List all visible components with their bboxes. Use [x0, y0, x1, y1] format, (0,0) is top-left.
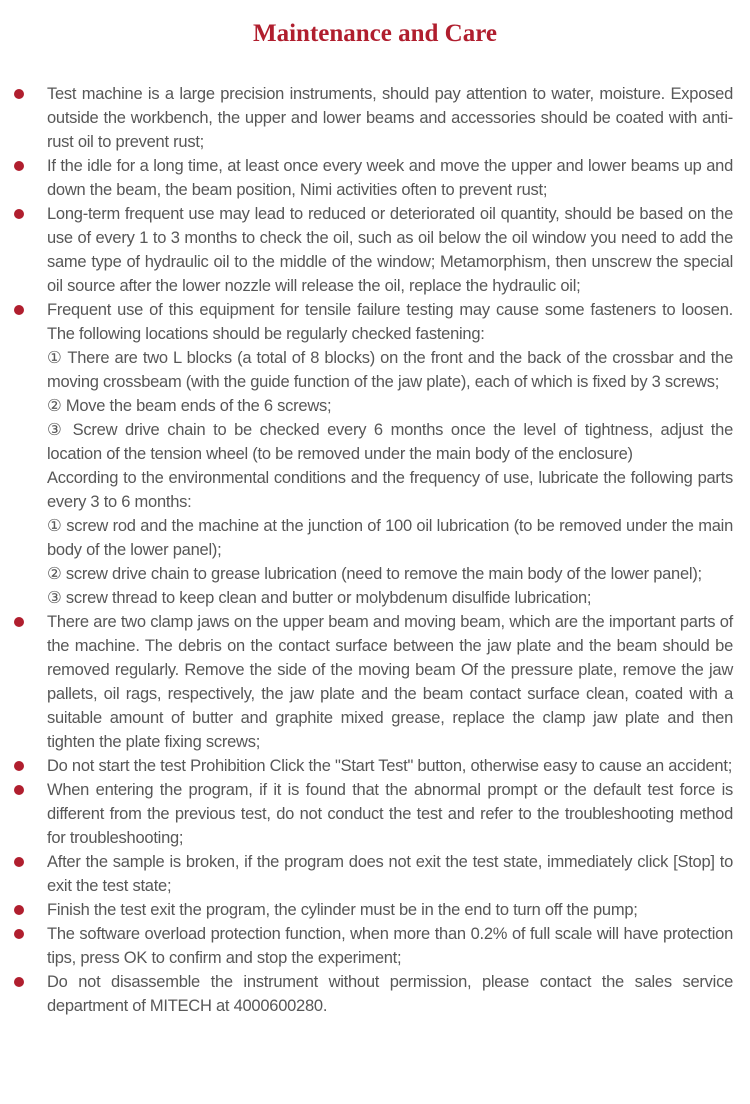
list-item-paragraph: Frequent use of this equipment for tensile failure testing may cause some fasteners to loosen. The following locations should be regularly checked fastening: [47, 301, 733, 343]
bullet-icon [14, 929, 24, 939]
list-item [14, 154, 733, 202]
bullet-icon [14, 785, 24, 795]
list-item [14, 898, 733, 922]
bullet-icon [14, 857, 24, 867]
list-item-paragraph: After the sample is broken, if the program does not exit the test state, immediately click [Stop] to exit the test state; [47, 853, 733, 895]
list-item-content [47, 202, 733, 298]
list-item [14, 298, 733, 610]
list-item-content [47, 610, 733, 754]
list-item [14, 778, 733, 850]
bullet-icon [14, 761, 24, 771]
list-item [14, 82, 733, 154]
document-page [0, 19, 750, 1104]
bullet-icon [14, 89, 24, 99]
list-item-content [47, 922, 733, 970]
list-item-content [47, 970, 733, 1018]
list-item [14, 610, 733, 754]
bullet-icon [14, 617, 24, 627]
list-item-paragraph: According to the environmental conditions and the frequency of use, lubricate the following parts every 3 to 6 months: [47, 469, 733, 511]
bullet-icon [14, 209, 24, 219]
list-item-content [47, 298, 733, 610]
list-item-content [47, 754, 733, 778]
bullet-icon [14, 161, 24, 171]
list-item [14, 970, 733, 1018]
list-item [14, 922, 733, 970]
list-item-paragraph: If the idle for a long time, at least once every week and move the upper and lower beams up and down the beam, the beam position, Nimi activities often to prevent rust; [47, 157, 733, 199]
list-item-paragraph: Do not disassemble the instrument without permission, please contact the sales service department of MITECH at 4000600280. [47, 973, 733, 1015]
list-item-paragraph: Long-term frequent use may lead to reduced or deteriorated oil quantity, should be based on the use of every 1 to 3 months to check the oil, such as oil below the oil window you need to add the same type of hydraulic oil to the middle of the window; Metamorphism, then unscrew the special oil source after the lower nozzle will release the oil, replace the hydraulic oil; [47, 205, 733, 295]
list-item-paragraph: Finish the test exit the program, the cylinder must be in the end to turn off the pump; [47, 901, 638, 919]
list-item-paragraph: ② Move the beam ends of the 6 screws; [47, 397, 332, 415]
list-item-content [47, 850, 733, 898]
list-item-paragraph: There are two clamp jaws on the upper beam and moving beam, which are the important parts of the machine. The debris on the contact surface between the jaw plate and the beam should be removed regularly. Remove the side of the moving beam Of the pressure plate, remove the jaw pallets, oil rags, respectively, the jaw plate and the beam contact surface clean, coated with a suitable amount of butter and graphite mixed grease, replace the clamp jaw plate and then tighten the plate fixing screws; [47, 613, 733, 751]
list-item-content [47, 898, 733, 922]
list-item-paragraph: The software overload protection function, when more than 0.2% of full scale will have protection tips, press OK to confirm and stop the experiment; [47, 925, 733, 967]
list-item-content [47, 154, 733, 202]
bullet-icon [14, 977, 24, 987]
bullet-icon [14, 905, 24, 915]
list-item-paragraph: ② screw drive chain to grease lubrication (need to remove the main body of the lower panel); [47, 565, 702, 583]
list-item-paragraph: Do not start the test Prohibition Click the "Start Test" button, otherwise easy to cause an accident; [47, 757, 733, 775]
bullet-icon [14, 305, 24, 315]
list-item [14, 202, 733, 298]
list-item-paragraph: ① There are two L blocks (a total of 8 blocks) on the front and the back of the crossbar and the moving crossbeam (with the guide function of the jaw plate), each of which is fixed by 3 screws; [47, 349, 733, 391]
list-item-content [47, 82, 733, 154]
list-item-paragraph: Test machine is a large precision instruments, should pay attention to water, moisture. Exposed outside the workbench, the upper and lower beams and accessories should be coated with anti-rust oil to prevent rust; [47, 85, 733, 151]
maintenance-list [14, 82, 733, 1018]
list-item-paragraph: ① screw rod and the machine at the junction of 100 oil lubrication (to be removed under the main body of the lower panel); [47, 517, 733, 559]
page-title: Maintenance and Care [253, 20, 497, 47]
list-item [14, 850, 733, 898]
list-item-paragraph: ③ screw thread to keep clean and butter or molybdenum disulfide lubrication; [47, 589, 592, 607]
list-item-paragraph: ③ Screw drive chain to be checked every 6 months once the level of tightness, adjust the location of the tension wheel (to be removed under the main body of the enclosure) [47, 421, 733, 463]
list-item-content [47, 778, 733, 850]
list-item-paragraph: When entering the program, if it is found that the abnormal prompt or the default test force is different from the previous test, do not conduct the test and refer to the troubleshooting method for troubleshooting; [47, 781, 733, 847]
list-item [14, 754, 733, 778]
